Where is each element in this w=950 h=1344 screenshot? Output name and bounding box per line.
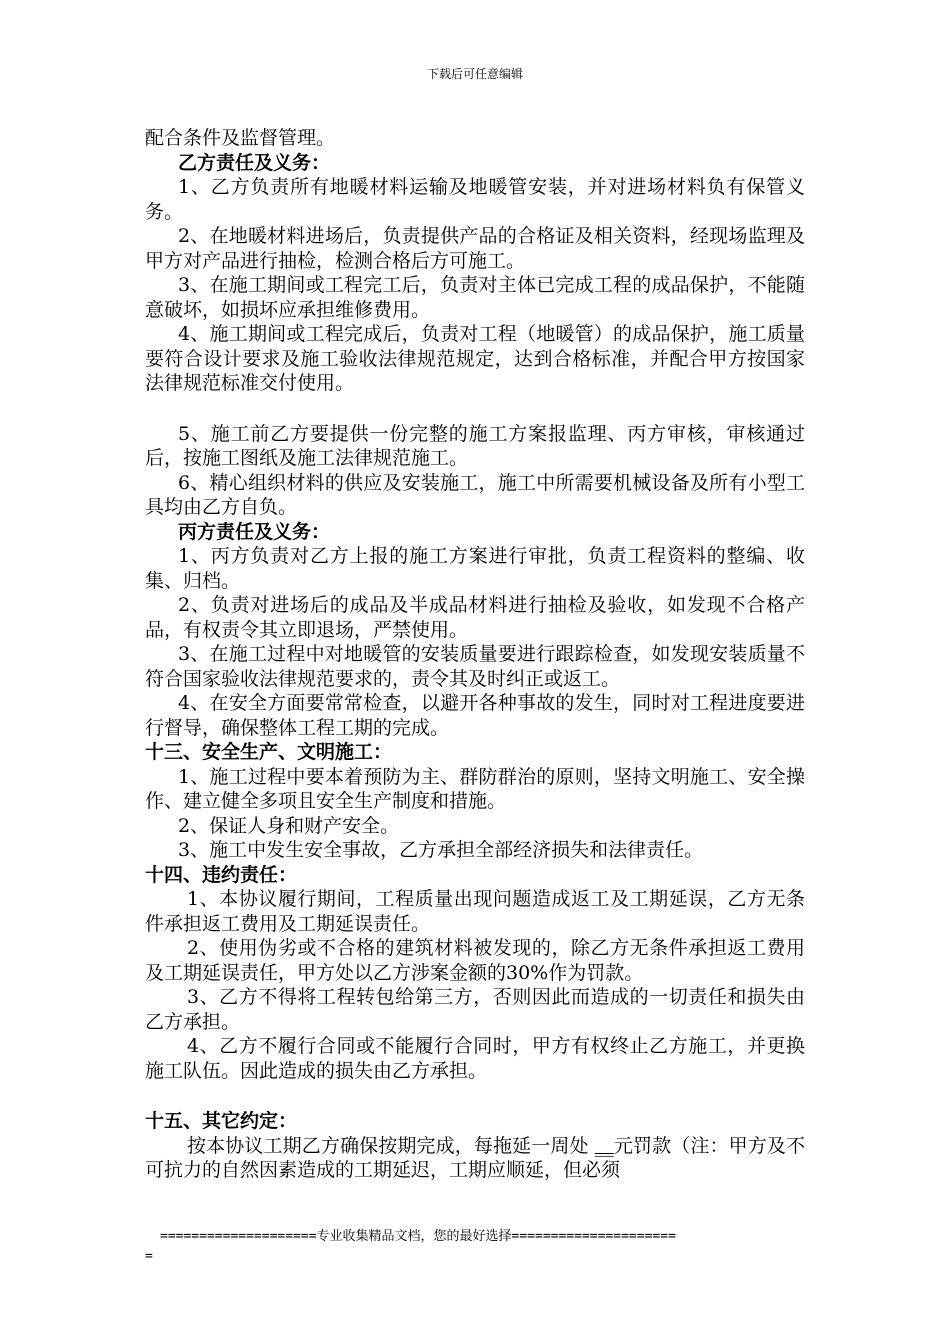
fill-blank: __ <box>594 1134 614 1157</box>
text-run: 元罚款（注：甲方及不可抗力的自然因素造成的工期延迟，工期应顺延，但必须 <box>145 1134 805 1181</box>
paragraph: 1、乙方负责所有地暖材料运输及地暖管安装，并对进场材料负有保管义务。 <box>145 176 805 223</box>
section-heading-15: 十五、其它约定： <box>145 1110 298 1132</box>
paragraph: 1、施工过程中要本着预防为主、群防群治的原则，坚持文明施工、安全操作、建立健全多项且安全生产制度和措施。 <box>145 765 805 812</box>
section-heading-14: 十四、违约责任： <box>145 863 298 886</box>
page-header: 下载后可任意编辑 <box>426 67 523 81</box>
footer-line: = <box>145 1249 153 1264</box>
section-heading-13: 十三、安全生产、文明施工： <box>145 741 393 763</box>
paragraph: 2、在地暖材料进场后，负责提供产品的合格证及相关资料，经现场监理及甲方对产品进行抽检，检测合格后方可施工。 <box>145 225 805 272</box>
section-subtitle-bing: 丙方责任及义务： <box>178 520 331 543</box>
section-subtitle-yi: 乙方责任及义务： <box>178 151 331 174</box>
page-footer <box>145 1227 825 1267</box>
paragraph: 4、在安全方面要常常检查，以避开各种事故的发生，同时对工程进度要进行督导，确保整体工程工期的完成。 <box>145 692 805 739</box>
paragraph: 4、施工期间或工程完成后，负责对工程（地暖管）的成品保护，施工质量要符合设计要求及施工验收法律规范规定，达到合格标准，并配合甲方按国家法律规范标准交付使用。 <box>145 323 805 394</box>
paragraph: 2、负责对进场后的成品及半成品材料进行抽检及验收，如发现不合格产品，有权责令其立即退场，严禁使用。 <box>145 594 805 641</box>
paragraph: 4、乙方不履行合同或不能履行合同时，甲方有权终止乙方施工，并更换施工队伍。因此造成的损失由乙方承担。 <box>145 1035 805 1082</box>
paragraph: 配合条件及监督管理。 <box>145 127 336 149</box>
paragraph: 3、在施工过程中对地暖管的安装质量要进行跟踪检查，如发现安装质量不符合国家验收法律规范要求的，责令其及时纠正或返工。 <box>145 643 805 690</box>
blank-line <box>145 396 805 422</box>
paragraph: 5、施工前乙方要提供一份完整的施工方案报监理、丙方审核，审核通过后，按施工图纸及施工法律规范施工。 <box>145 422 805 469</box>
paragraph <box>145 1134 805 1183</box>
paragraph: 3、施工中发生安全事故，乙方承担全部经济损失和法律责任。 <box>178 839 704 861</box>
paragraph: 1、丙方负责对乙方上报的施工方案进行审批，负责工程资料的整编、收集、归档。 <box>145 545 805 592</box>
text-run: 按本协议工期乙方确保按期完成，每拖延一周处 <box>187 1134 595 1157</box>
document-body <box>145 126 805 1183</box>
paragraph: 3、在施工期间或工程完工后，负责对主体已完成工程的成品保护，不能随意破坏，如损坏应承担维修费用。 <box>145 274 805 321</box>
paragraph: 3、乙方不得将工程转包给第三方，否则因此而造成的一切责任和损失由乙方承担。 <box>145 986 805 1033</box>
blank-line <box>145 1083 805 1109</box>
paragraph: 1、本协议履行期间，工程质量出现问题造成返工及工期延误，乙方无条件承担返工费用及工期延误责任。 <box>145 888 805 935</box>
paragraph: 2、保证人身和财产安全。 <box>178 814 400 837</box>
footer-line: ====================专业收集精品文档，您的最好选择===================== <box>160 1229 676 1244</box>
paragraph: 6、精心组织材料的供应及安装施工，施工中所需要机械设备及所有小型工具均由乙方自负。 <box>145 471 805 518</box>
paragraph: 2、使用伪劣或不合格的建筑材料被发现的，除乙方无条件承担返工费用及工期延误责任，甲方处以乙方涉案金额的30%作为罚款。 <box>145 937 805 984</box>
